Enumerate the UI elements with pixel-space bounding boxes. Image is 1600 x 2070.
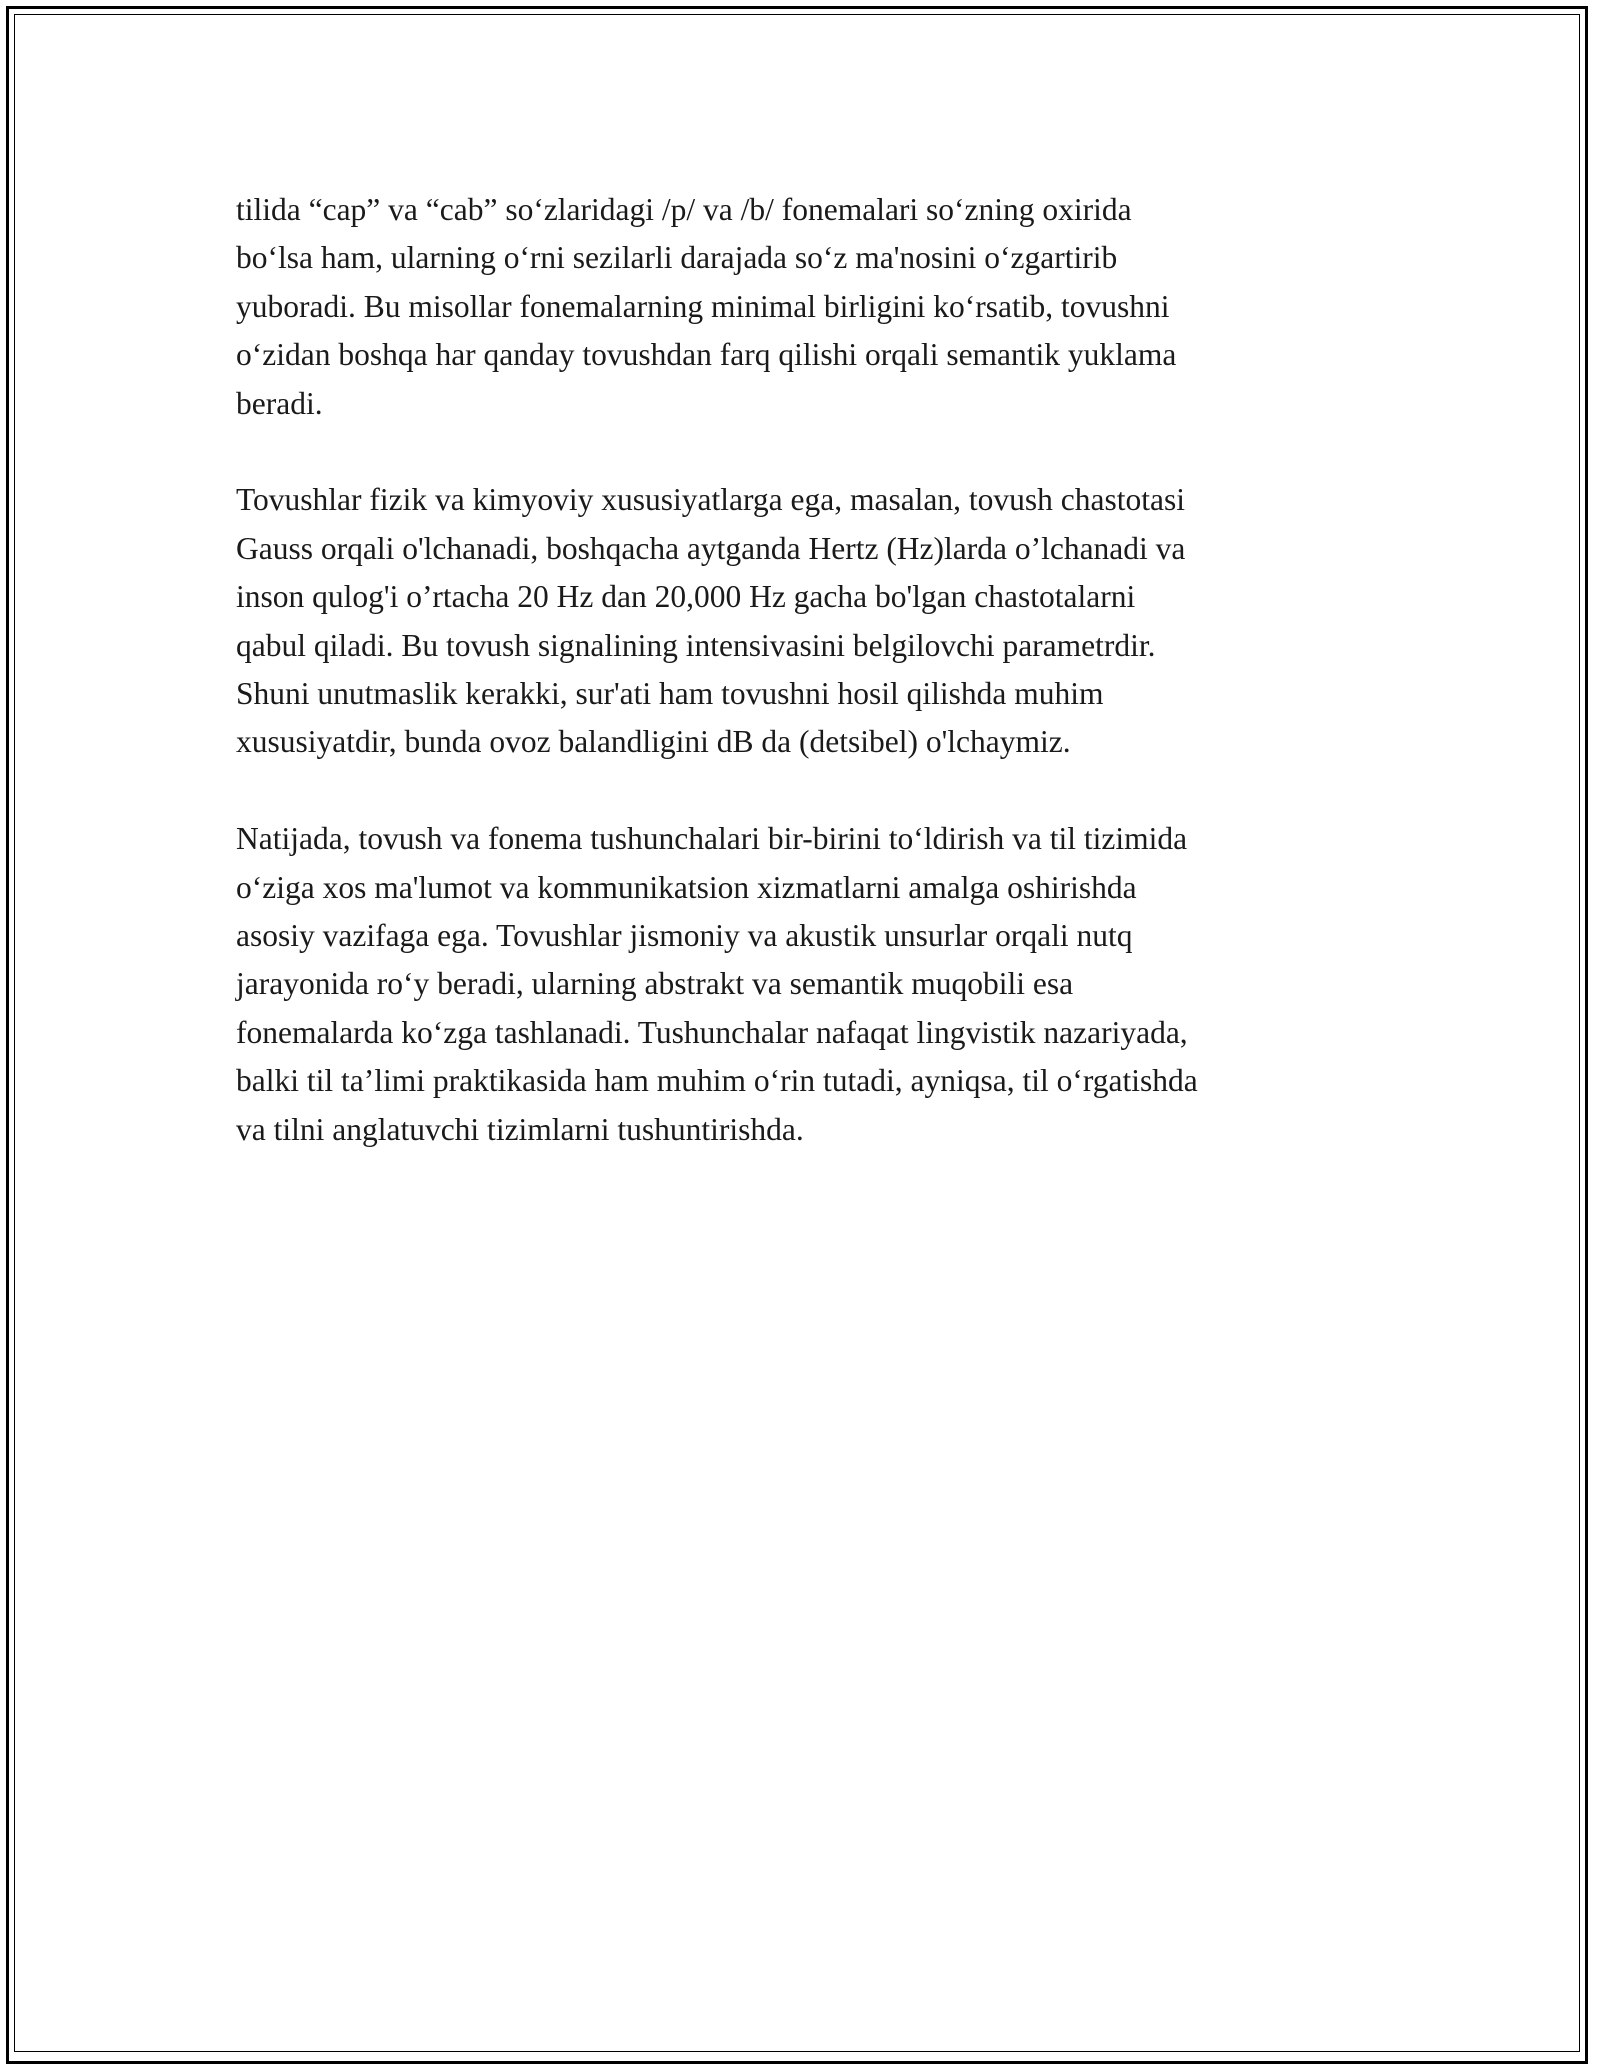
paragraph-line: o‘zidan boshqa har qanday tovushdan farq qilishi orqali semantik yuklama	[236, 337, 1177, 373]
document-body	[236, 186, 1366, 1202]
paragraph-1	[236, 186, 1366, 428]
paragraph-line: tilida “cap” va “cab” so‘zlaridagi /p/ va /b/ fonemalari so‘zning oxirida	[236, 192, 1132, 227]
paragraph-line: inson qulog'i o’rtacha 20 Hz dan 20,000 Hz gacha bo'lgan chastotalarni	[236, 579, 1136, 615]
paragraph-line: balki til ta’limi praktikasida ham muhim o‘rin tutadi, ayniqsa, til o‘rgatishda	[236, 1063, 1198, 1099]
paragraph-line: Shuni unutmaslik kerakki, sur'ati ham tovushni hosil qilishda muhim	[236, 676, 1104, 712]
paragraph-line: yuboradi. Bu misollar fonemalarning minimal birligini ko‘rsatib, tovushni	[236, 288, 1170, 324]
paragraph-3	[236, 815, 1366, 1154]
paragraph-line: jarayonida ro‘y beradi, ularning abstrakt va semantik muqobili esa	[236, 966, 1074, 1002]
paragraph-line: Gauss orqali o'lchanadi, boshqacha aytganda Hertz (Hz)larda o’lchanadi va	[236, 530, 1186, 566]
paragraph-2	[236, 476, 1366, 766]
paragraph-line: Tovushlar fizik va kimyoviy xususiyatlarga ega, masalan, tovush chastotasi	[236, 482, 1186, 518]
paragraph-line: fonemalarda ko‘zga tashlanadi. Tushunchalar nafaqat lingvistik nazariyada,	[236, 1014, 1188, 1050]
paragraph-line: beradi.	[236, 385, 323, 421]
paragraph-line: Natijada, tovush va fonema tushunchalari bir-birini to‘ldirish va til tizimida	[236, 821, 1188, 857]
paragraph-line: asosiy vazifaga ega. Tovushlar jismoniy va akustik unsurlar orqali nutq	[236, 918, 1133, 954]
paragraph-line: o‘ziga xos ma'lumot va kommunikatsion xizmatlarni amalga oshirishda	[236, 869, 1137, 905]
paragraph-line: va tilni anglatuvchi tizimlarni tushuntirishda.	[236, 1111, 804, 1147]
paragraph-line: bo‘lsa ham, ularning o‘rni sezilarli darajada so‘z ma'nosini o‘zgartirib	[236, 240, 1118, 276]
paragraph-line: xususiyatdir, bunda ovoz balandligini dB da (detsibel) o'lchaymiz.	[236, 724, 1071, 760]
paragraph-line: qabul qiladi. Bu tovush signalining intensivasini belgilovchi parametrdir.	[236, 627, 1156, 663]
